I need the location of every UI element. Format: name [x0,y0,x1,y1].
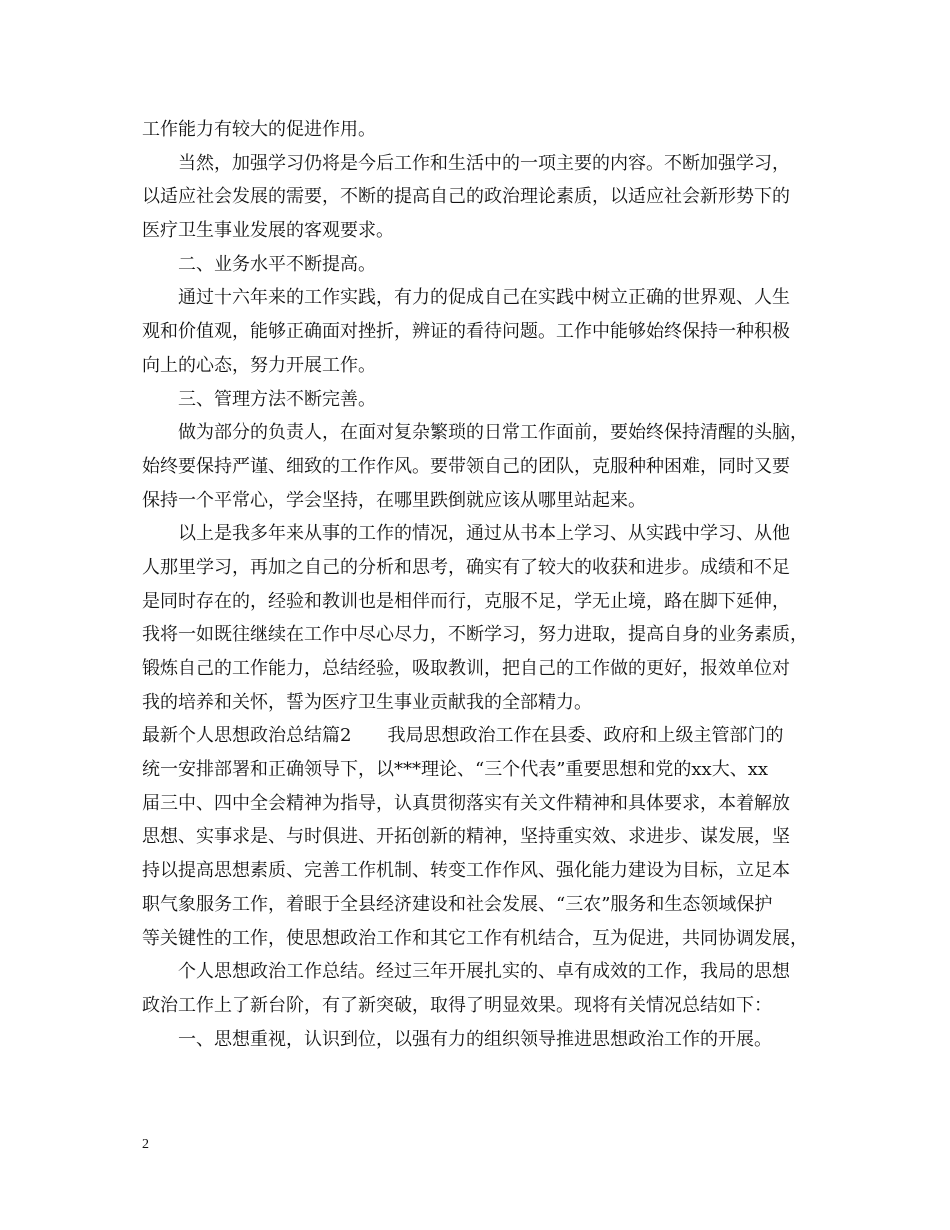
text-line: 做为部分的负责人，在面对复杂繁琐的日常工作面前，要始终保持清醒的头脑， [178,422,808,444]
section-heading: 二、业务水平不断提高。 [178,253,376,275]
text-line: 统一安排部署和正确领导下，以***理论、“三个代表”重要思想和党的xx大、xx [142,759,769,781]
text-line: 工作能力有较大的促进作用。 [142,119,376,140]
document-body [142,113,822,1056]
text-line: 以上是我多年来从事的工作的情况，通过从书本上学习、从实践中学习、从他 [178,523,790,545]
text-line: 是同时存在的，经验和教训也是相伴而行，克服不足，学无止境，路在脚下延伸， [142,590,790,612]
text-line: 持以提高思想素质、完善工作机制、转变工作作风、强化能力建设为目标，立足本 [142,860,790,882]
text-line: 职气象服务工作，着眼于全县经济建设和社会发展、“三农”服务和生态领域保护 [142,893,773,915]
text-line: 思想、实事求是、与时俱进、开拓创新的精神，坚持重实效、求进步、谋发展，坚 [142,826,790,848]
section-heading: 一、思想重视，认识到位，以强有力的组织领导推进思想政治工作的开展。 [178,1028,772,1050]
text-line: 锻炼自己的工作能力，总结经验，吸取教训，把自己的工作做的更好，报效单位对 [142,658,790,679]
text-line: 人那里学习，再加之自己的分析和思考，确实有了较大的收获和进步。成绩和不足 [142,556,790,578]
text-line: 通过十六年来的工作实践，有力的促成自己在实践中树立正确的世界观、人生 [178,287,790,309]
text-line: 我将一如既往继续在工作中尽心尽力，不断学习，努力进取，提高自身的业务素质， [142,624,808,646]
article-title-line: 最新个人思想政治总结篇2 我局思想政治工作在县委、政府和上级主管部门的 [142,725,784,747]
page-number: 2 [142,1137,149,1152]
text-line: 向上的心态，努力开展工作。 [142,354,376,376]
text-line: 始终要保持严谨、细致的工作作风。要带领自己的团队，克服种种困难，同时又要 [142,455,790,477]
text-line: 政治工作上了新台阶，有了新突破，取得了明显效果。现将有关情况总结如下： [142,994,772,1016]
text-line: 个人思想政治工作总结。经过三年开展扎实的、卓有成效的工作，我局的思想 [178,961,790,983]
text-line: 等关键性的工作，使思想政治工作和其它工作有机结合，互为促进，共同协调发展， [142,927,808,949]
text-line: 当然，加强学习仍将是今后工作和生活中的一项主要的内容。不断加强学习， [178,152,790,174]
text-line: 医疗卫生事业发展的客观要求。 [142,220,394,242]
text-line: 以适应社会发展的需要，不断的提高自己的政治理论素质，以适应社会新形势下的 [142,186,790,208]
text-line: 保持一个平常心，学会坚持，在哪里跌倒就应该从哪里站起来。 [142,489,646,511]
text-line: 届三中、四中全会精神为指导，认真贯彻落实有关文件精神和具体要求，本着解放 [142,792,790,814]
section-heading: 三、管理方法不断完善。 [178,388,376,410]
text-line: 我的培养和关怀，誓为医疗卫生事业贡献我的全部精力。 [142,691,592,713]
text-line: 观和价值观，能够正确面对挫折，辨证的看待问题。工作中能够始终保持一种积极 [142,321,790,343]
